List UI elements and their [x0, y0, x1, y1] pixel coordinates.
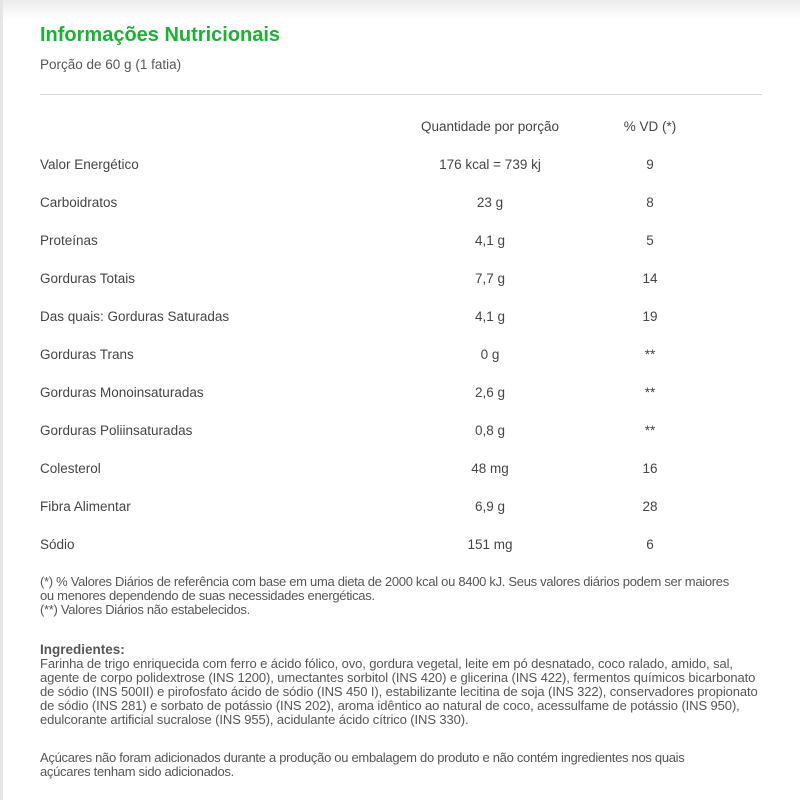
table-row	[40, 449, 762, 487]
sugar-note: Açúcares não foram adicionados durante a produção ou embalagem do produto e não contém ingredientes nos quais açúcares tenham sido adicionados.	[40, 750, 685, 779]
column-header-quantity: Quantidade por porção	[420, 118, 560, 134]
nutrient-dv: **	[644, 384, 656, 400]
nutrient-name: Colesterol	[40, 460, 101, 476]
ingredients-title: Ingredientes:	[40, 642, 125, 657]
nutrient-quantity: 176 kcal = 739 kj	[439, 156, 541, 172]
footnote-not-established: (**) Valores Diários não estabelecidos.	[40, 602, 250, 617]
nutrient-name: Proteínas	[40, 232, 98, 248]
table-header-row	[40, 107, 762, 145]
nutrient-dv: 6	[646, 536, 654, 552]
nutrient-quantity: 2,6 g	[474, 384, 506, 400]
table-row	[40, 411, 762, 449]
nutrient-dv: 9	[646, 156, 654, 172]
nutrient-dv: **	[644, 346, 656, 362]
nutrient-quantity: 4,1 g	[474, 308, 506, 324]
nutrient-name: Gorduras Poliinsaturadas	[40, 422, 193, 438]
table-row	[40, 259, 762, 297]
table-row	[40, 183, 762, 221]
column-header-nutrient	[40, 107, 400, 145]
ingredients-text: Farinha de trigo enriquecida com ferro e ácido fólico, ovo, gordura vegetal, leite em pó desnatado, coco ralado, amido, sal, agente de corpo polidextrose (INS 1200), umectantes sorbitol (INS 420) e glicerina (INS 422), fermentos químicos bicarbonato de sódio (INS 500II) e pirofosfato ácido de sódio (INS 450 I), estabilizante lecitina de soja (INS 322), conservadores propionato de sódio (INS 281) e sorbato de potássio (INS 202), aroma idêntico ao natural de coco, acessulfame de potássio (INS 950), edulcorante artificial sucralose (INS 955), acidulante ácido cítrico (INS 330).	[40, 656, 758, 727]
nutrient-quantity: 0 g	[480, 346, 500, 362]
divider	[40, 94, 762, 95]
nutrient-name: Fibra Alimentar	[40, 498, 131, 514]
nutrient-dv: 8	[646, 194, 654, 210]
table-row	[40, 525, 762, 563]
nutrient-name: Gorduras Trans	[40, 346, 134, 362]
nutrient-quantity: 4,1 g	[474, 232, 506, 248]
nutrient-dv: 5	[646, 232, 654, 248]
nutrient-name: Das quais: Gorduras Saturadas	[40, 308, 230, 324]
nutrient-dv: 19	[642, 308, 658, 324]
portion-size: Porção de 60 g (1 fatia)	[40, 57, 182, 72]
nutrient-dv: 28	[642, 498, 658, 514]
table-row	[40, 221, 762, 259]
nutrient-quantity: 6,9 g	[474, 498, 506, 514]
nutrient-name: Carboidratos	[40, 194, 118, 210]
table-row	[40, 145, 762, 183]
nutrient-name: Valor Energético	[40, 156, 139, 172]
table-row	[40, 373, 762, 411]
footnotes	[40, 575, 740, 617]
nutrition-panel	[40, 22, 762, 779]
table-row	[40, 297, 762, 335]
top-shade	[0, 0, 800, 20]
nutrient-quantity: 151 mg	[467, 536, 513, 552]
nutrient-quantity: 48 mg	[471, 460, 509, 476]
nutrient-quantity: 23 g	[476, 194, 504, 210]
nutrient-name: Sódio	[40, 536, 75, 552]
nutrient-name: Gorduras Totais	[40, 270, 136, 286]
nutrient-dv: 16	[642, 460, 658, 476]
left-edge	[0, 0, 3, 800]
page-title: Informações Nutricionais	[40, 24, 281, 46]
table-row	[40, 335, 762, 373]
column-header-dv: % VD (*)	[623, 118, 677, 134]
nutrient-quantity: 0,8 g	[474, 422, 506, 438]
nutrient-name: Gorduras Monoinsaturadas	[40, 384, 204, 400]
nutrition-table	[40, 107, 762, 563]
nutrient-dv: **	[644, 422, 656, 438]
table-row	[40, 487, 762, 525]
nutrient-dv: 14	[642, 270, 658, 286]
nutrient-quantity: 7,7 g	[474, 270, 506, 286]
footnote-dv: (*) % Valores Diários de referência com base em uma dieta de 2000 kcal ou 8400 kJ. Seus valores diários podem ser maiores ou menores dependendo de suas necessidades energéticas.	[40, 574, 729, 603]
